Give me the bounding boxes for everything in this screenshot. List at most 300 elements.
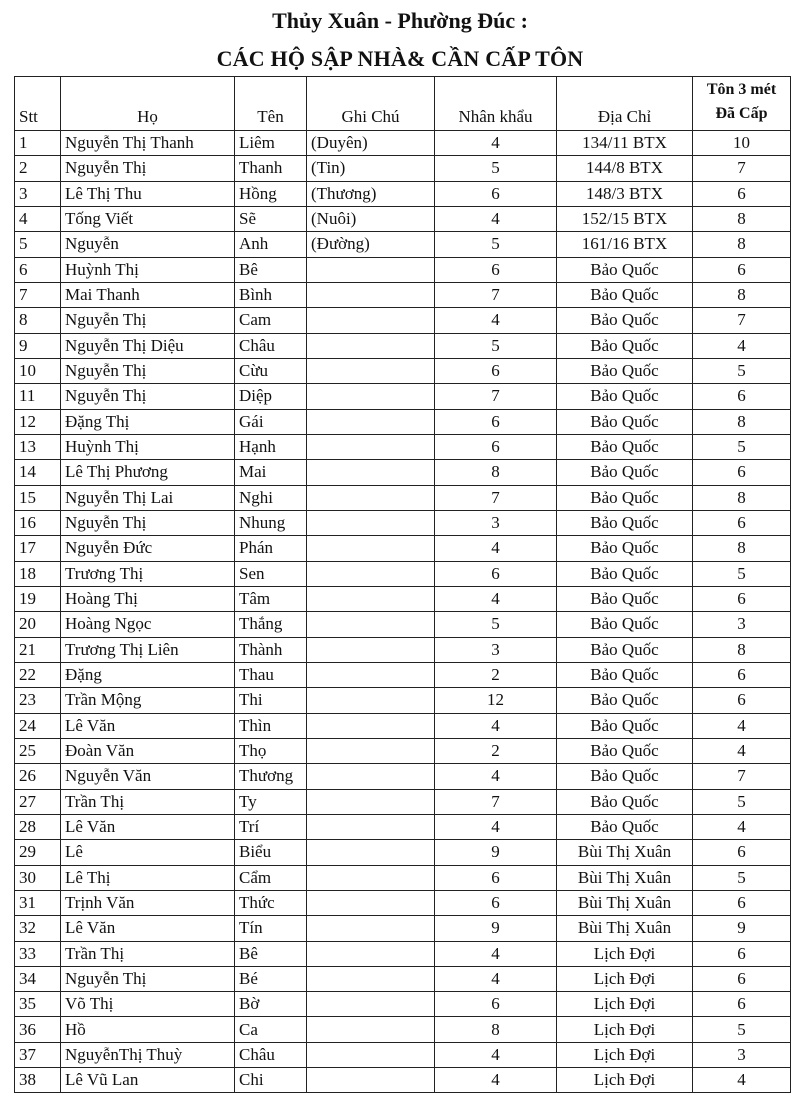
cell-nhankhau: 2 [435,662,557,687]
cell-ten: Thành [235,637,307,662]
cell-ghichu [307,510,435,535]
cell-ho: Lê [61,840,235,865]
cell-nhankhau: 4 [435,308,557,333]
cell-ho: Trần Thị [61,941,235,966]
cell-nhankhau: 4 [435,1042,557,1067]
cell-ton: 5 [693,789,791,814]
cell-ghichu [307,485,435,510]
table-row [15,840,791,865]
cell-ton: 4 [693,738,791,763]
table-row [15,358,791,383]
table-row [15,941,791,966]
cell-ho: Lê Thị [61,865,235,890]
cell-ho: Tống Viết [61,206,235,231]
cell-ten: Thắng [235,612,307,637]
cell-nhankhau: 8 [435,460,557,485]
cell-ho: Nguyễn Thị Diệu [61,333,235,358]
cell-ton: 8 [693,282,791,307]
cell-ghichu: (Đường) [307,232,435,257]
cell-ten: Châu [235,333,307,358]
cell-stt: 23 [15,688,61,713]
table-row [15,789,791,814]
cell-diachi: Bảo Quốc [557,536,693,561]
cell-ho: Lê Thị Thu [61,181,235,206]
table-row [15,156,791,181]
cell-ghichu [307,966,435,991]
cell-ten: Thi [235,688,307,713]
cell-ghichu [307,688,435,713]
cell-diachi: Bảo Quốc [557,333,693,358]
cell-ghichu [307,992,435,1017]
cell-nhankhau: 5 [435,612,557,637]
cell-stt: 16 [15,510,61,535]
cell-ton: 6 [693,992,791,1017]
cell-ten: Ty [235,789,307,814]
table-body [15,131,791,1093]
cell-ten: Cừu [235,358,307,383]
cell-stt: 6 [15,257,61,282]
cell-ghichu [307,713,435,738]
cell-diachi: Bảo Quốc [557,612,693,637]
cell-ghichu [307,409,435,434]
cell-ton: 5 [693,561,791,586]
cell-ten: Bê [235,257,307,282]
cell-ten: Phán [235,536,307,561]
cell-diachi: Bảo Quốc [557,409,693,434]
cell-diachi: Bảo Quốc [557,358,693,383]
cell-ghichu [307,333,435,358]
cell-ho: Hồ [61,1017,235,1042]
cell-ton: 6 [693,510,791,535]
cell-stt: 11 [15,384,61,409]
cell-stt: 30 [15,865,61,890]
cell-ten: Nhung [235,510,307,535]
table-row [15,131,791,156]
cell-nhankhau: 6 [435,865,557,890]
cell-ho: Nguyễn Thị [61,358,235,383]
cell-ton: 8 [693,409,791,434]
cell-ghichu [307,941,435,966]
cell-ton: 4 [693,814,791,839]
table-row [15,890,791,915]
cell-ho: Võ Thị [61,992,235,1017]
cell-ho: Nguyễn Thị [61,966,235,991]
table-row [15,865,791,890]
cell-ho: Hoàng Thị [61,586,235,611]
cell-ton: 4 [693,713,791,738]
cell-nhankhau: 7 [435,485,557,510]
cell-ton: 5 [693,1017,791,1042]
cell-diachi: Bảo Quốc [557,637,693,662]
cell-stt: 33 [15,941,61,966]
cell-ho: Đặng Thị [61,409,235,434]
cell-ten: Ca [235,1017,307,1042]
cell-stt: 3 [15,181,61,206]
cell-ho: Nguyễn Thị [61,384,235,409]
cell-ten: Châu [235,1042,307,1067]
cell-diachi: 148/3 BTX [557,181,693,206]
cell-ho: Trần Mộng [61,688,235,713]
cell-ton: 6 [693,586,791,611]
cell-diachi: 144/8 BTX [557,156,693,181]
table-header-row [15,77,791,131]
col-header-ton [693,77,791,131]
cell-diachi: Lịch Đợi [557,966,693,991]
cell-nhankhau: 4 [435,966,557,991]
cell-ton: 4 [693,333,791,358]
cell-ten: Liêm [235,131,307,156]
table-row [15,814,791,839]
cell-ho: Trịnh Văn [61,890,235,915]
cell-ho: Nguyễn Thị [61,308,235,333]
cell-nhankhau: 4 [435,764,557,789]
cell-diachi: Bùi Thị Xuân [557,890,693,915]
cell-ten: Tâm [235,586,307,611]
table-row [15,1042,791,1067]
cell-diachi: Bảo Quốc [557,586,693,611]
cell-ten: Thanh [235,156,307,181]
cell-ho: Lê Thị Phương [61,460,235,485]
col-header-nhankhau: Nhân khẩu [435,77,557,131]
cell-ghichu [307,789,435,814]
cell-ton: 10 [693,131,791,156]
cell-ton: 4 [693,1068,791,1093]
cell-stt: 22 [15,662,61,687]
table-row [15,460,791,485]
cell-ghichu [307,916,435,941]
cell-diachi: Lịch Đợi [557,1068,693,1093]
cell-ten: Anh [235,232,307,257]
cell-ton: 3 [693,612,791,637]
cell-ton: 6 [693,890,791,915]
cell-diachi: 134/11 BTX [557,131,693,156]
cell-diachi: Bảo Quốc [557,561,693,586]
cell-stt: 27 [15,789,61,814]
cell-diachi: Lịch Đợi [557,1042,693,1067]
cell-stt: 13 [15,434,61,459]
cell-ghichu [307,1042,435,1067]
cell-stt: 4 [15,206,61,231]
cell-ghichu [307,738,435,763]
cell-diachi: Bảo Quốc [557,308,693,333]
cell-nhankhau: 3 [435,637,557,662]
cell-stt: 5 [15,232,61,257]
cell-ten: Diệp [235,384,307,409]
cell-diachi: Bảo Quốc [557,688,693,713]
cell-ghichu [307,358,435,383]
cell-diachi: Bùi Thị Xuân [557,840,693,865]
cell-ton: 7 [693,308,791,333]
cell-stt: 37 [15,1042,61,1067]
cell-nhankhau: 4 [435,814,557,839]
cell-ghichu [307,384,435,409]
cell-diachi: Bảo Quốc [557,485,693,510]
table-row [15,637,791,662]
cell-nhankhau: 4 [435,206,557,231]
cell-ho: Đặng [61,662,235,687]
cell-nhankhau: 4 [435,941,557,966]
cell-ho: Nguyễn Thị Thanh [61,131,235,156]
table-row [15,232,791,257]
cell-ghichu [307,282,435,307]
cell-nhankhau: 6 [435,561,557,586]
cell-stt: 26 [15,764,61,789]
table-row [15,1068,791,1093]
cell-ho: Đoàn Văn [61,738,235,763]
cell-diachi: Bảo Quốc [557,460,693,485]
cell-ton: 6 [693,460,791,485]
cell-diachi: Bảo Quốc [557,510,693,535]
table-row [15,612,791,637]
cell-ten: Thương [235,764,307,789]
cell-stt: 21 [15,637,61,662]
cell-nhankhau: 6 [435,992,557,1017]
col-header-ton-line2: Đã Cấp [715,105,768,122]
table-row [15,333,791,358]
cell-ho: Lê Văn [61,916,235,941]
cell-ten: Biểu [235,840,307,865]
cell-ten: Cam [235,308,307,333]
cell-diachi: Bảo Quốc [557,282,693,307]
page-title: Thủy Xuân - Phường Đúc : [272,8,528,33]
cell-ghichu [307,1068,435,1093]
cell-stt: 34 [15,966,61,991]
table-row [15,434,791,459]
cell-stt: 1 [15,131,61,156]
cell-diachi: Lịch Đợi [557,1017,693,1042]
cell-diachi: 161/16 BTX [557,232,693,257]
cell-stt: 28 [15,814,61,839]
cell-ton: 8 [693,232,791,257]
cell-nhankhau: 5 [435,232,557,257]
cell-ton: 7 [693,156,791,181]
cell-stt: 8 [15,308,61,333]
table-row [15,257,791,282]
cell-ho: Nguyễn Thị [61,510,235,535]
cell-ho: Nguyễn Đức [61,536,235,561]
cell-ghichu [307,814,435,839]
cell-ton: 6 [693,966,791,991]
cell-ten: Thau [235,662,307,687]
col-header-ghichu: Ghi Chú [307,77,435,131]
table-row [15,561,791,586]
cell-nhankhau: 6 [435,890,557,915]
cell-diachi: Bảo Quốc [557,764,693,789]
cell-ghichu: (Nuôi) [307,206,435,231]
household-table [14,76,791,1093]
table-row [15,916,791,941]
table-row [15,282,791,307]
cell-stt: 14 [15,460,61,485]
table-row [15,181,791,206]
table-row [15,586,791,611]
cell-diachi: Bảo Quốc [557,662,693,687]
cell-ho: Trương Thị Liên [61,637,235,662]
cell-ho: Hoàng Ngọc [61,612,235,637]
cell-ho: Nguyễn Thị Lai [61,485,235,510]
cell-ten: Thọ [235,738,307,763]
cell-stt: 24 [15,713,61,738]
cell-ghichu [307,460,435,485]
cell-ten: Bình [235,282,307,307]
cell-ho: Nguyễn [61,232,235,257]
cell-ton: 6 [693,688,791,713]
cell-ten: Chi [235,1068,307,1093]
cell-ton: 6 [693,257,791,282]
cell-ghichu [307,561,435,586]
cell-nhankhau: 4 [435,1068,557,1093]
cell-diachi: Bảo Quốc [557,738,693,763]
col-header-ton-line1: Tôn 3 mét [706,81,777,98]
cell-nhankhau: 4 [435,586,557,611]
cell-stt: 35 [15,992,61,1017]
cell-ghichu [307,257,435,282]
table-row [15,510,791,535]
cell-ton: 6 [693,181,791,206]
cell-diachi: Bảo Quốc [557,257,693,282]
cell-ghichu [307,662,435,687]
cell-ton: 6 [693,941,791,966]
cell-ten: Cẩm [235,865,307,890]
cell-ho: NguyễnThị Thuỳ [61,1042,235,1067]
col-header-diachi: Địa Chỉ [557,77,693,131]
cell-diachi: Lịch Đợi [557,992,693,1017]
table-row [15,662,791,687]
table-row [15,384,791,409]
cell-ten: Bờ [235,992,307,1017]
cell-ghichu: (Tin) [307,156,435,181]
cell-ten: Tín [235,916,307,941]
cell-ten: Sẽ [235,206,307,231]
cell-ho: Huỳnh Thị [61,257,235,282]
cell-stt: 7 [15,282,61,307]
cell-ghichu [307,434,435,459]
cell-stt: 36 [15,1017,61,1042]
table-row [15,966,791,991]
cell-ho: Huỳnh Thị [61,434,235,459]
page-subtitle: CÁC HỘ SẬP NHÀ& CẦN CẤP TÔN [216,46,584,71]
cell-ten: Gái [235,409,307,434]
col-header-ten: Tên [235,77,307,131]
cell-ghichu: (Duyên) [307,131,435,156]
cell-ton: 8 [693,485,791,510]
table-row [15,764,791,789]
cell-stt: 38 [15,1068,61,1093]
cell-nhankhau: 9 [435,916,557,941]
cell-ten: Thìn [235,713,307,738]
cell-stt: 25 [15,738,61,763]
cell-nhankhau: 4 [435,131,557,156]
cell-ho: Trương Thị [61,561,235,586]
cell-nhankhau: 7 [435,282,557,307]
cell-ho: Nguyễn Thị [61,156,235,181]
cell-ton: 5 [693,358,791,383]
cell-ghichu [307,865,435,890]
table-row [15,738,791,763]
cell-stt: 29 [15,840,61,865]
cell-nhankhau: 4 [435,536,557,561]
cell-nhankhau: 4 [435,713,557,738]
cell-ton: 9 [693,916,791,941]
cell-ho: Trần Thị [61,789,235,814]
cell-nhankhau: 6 [435,257,557,282]
cell-stt: 19 [15,586,61,611]
table-row [15,688,791,713]
cell-ho: Mai Thanh [61,282,235,307]
cell-stt: 12 [15,409,61,434]
cell-stt: 32 [15,916,61,941]
cell-ton: 8 [693,637,791,662]
cell-ten: Mai [235,460,307,485]
cell-ho: Nguyễn Văn [61,764,235,789]
cell-diachi: Bảo Quốc [557,384,693,409]
cell-ghichu [307,764,435,789]
cell-ton: 5 [693,865,791,890]
cell-ton: 5 [693,434,791,459]
cell-nhankhau: 5 [435,333,557,358]
cell-stt: 17 [15,536,61,561]
cell-ghichu [307,1017,435,1042]
cell-ton: 6 [693,384,791,409]
cell-nhankhau: 3 [435,510,557,535]
table-row [15,1017,791,1042]
cell-ghichu [307,586,435,611]
cell-nhankhau: 7 [435,789,557,814]
cell-ghichu [307,536,435,561]
cell-ho: Lê Văn [61,814,235,839]
cell-stt: 9 [15,333,61,358]
cell-ton: 8 [693,206,791,231]
cell-stt: 20 [15,612,61,637]
table-row [15,713,791,738]
cell-ten: Trí [235,814,307,839]
cell-ghichu [307,840,435,865]
cell-nhankhau: 6 [435,358,557,383]
cell-ten: Bé [235,966,307,991]
cell-stt: 15 [15,485,61,510]
table-row [15,409,791,434]
cell-nhankhau: 5 [435,156,557,181]
cell-ton: 6 [693,840,791,865]
cell-ten: Sen [235,561,307,586]
cell-ton: 7 [693,764,791,789]
cell-diachi: Bảo Quốc [557,814,693,839]
cell-ten: Hồng [235,181,307,206]
cell-stt: 31 [15,890,61,915]
cell-ten: Bê [235,941,307,966]
cell-ghichu [307,612,435,637]
cell-ton: 6 [693,662,791,687]
cell-nhankhau: 8 [435,1017,557,1042]
cell-ton: 3 [693,1042,791,1067]
cell-diachi: Lịch Đợi [557,941,693,966]
cell-diachi: Bảo Quốc [557,434,693,459]
table-row [15,308,791,333]
cell-nhankhau: 9 [435,840,557,865]
col-header-stt: Stt [15,77,61,131]
cell-diachi: 152/15 BTX [557,206,693,231]
cell-ghichu: (Thương) [307,181,435,206]
cell-ghichu [307,308,435,333]
cell-ten: Nghi [235,485,307,510]
cell-nhankhau: 2 [435,738,557,763]
cell-diachi: Bảo Quốc [557,789,693,814]
cell-nhankhau: 6 [435,434,557,459]
cell-nhankhau: 6 [435,181,557,206]
table-row [15,536,791,561]
cell-ghichu [307,637,435,662]
cell-nhankhau: 7 [435,384,557,409]
